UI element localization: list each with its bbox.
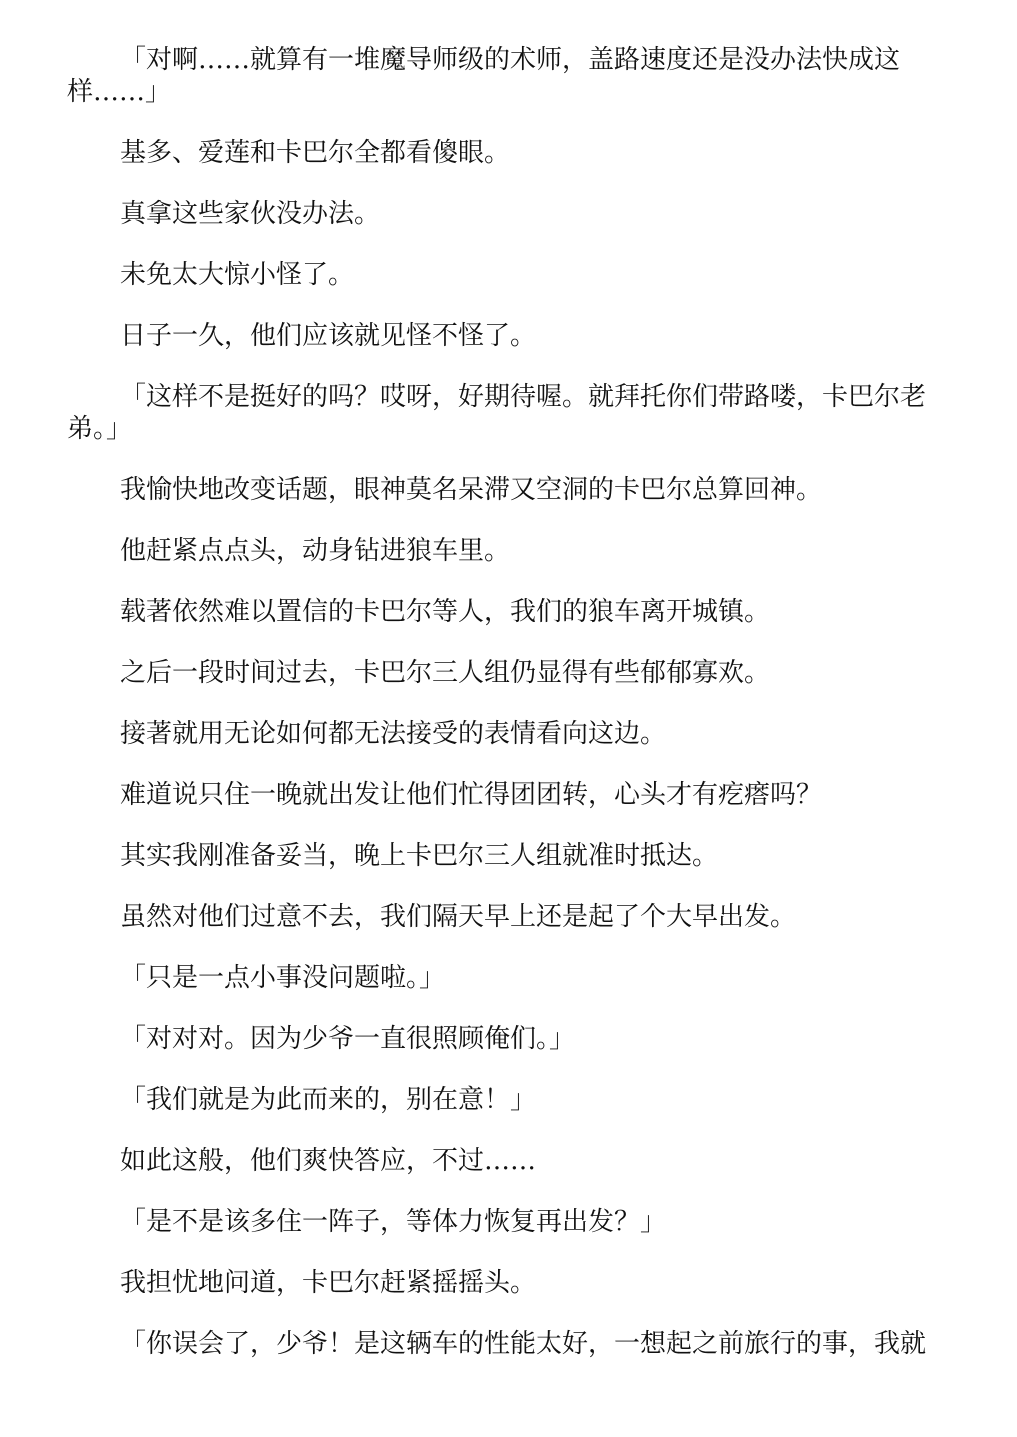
paragraph: 未免太大惊小怪了。	[120, 260, 355, 290]
paragraph: 我愉快地改变话题，眼神莫名呆滞又空洞的卡巴尔总算回神。	[120, 475, 823, 505]
paragraph: 真拿这些家伙没办法。	[120, 199, 381, 229]
paragraph: 载著依然难以置信的卡巴尔等人，我们的狼车离开城镇。	[120, 597, 771, 627]
paragraph: 他赶紧点点头，动身钻进狼车里。	[120, 536, 511, 566]
paragraph: 日子一久，他们应该就见怪不怪了。	[120, 321, 537, 351]
paragraph: 难道说只住一晚就出发让他们忙得团团转，心头才有疙瘩吗？	[120, 780, 823, 810]
paragraph: 虽然对他们过意不去，我们隔天早上还是起了个大早出发。	[120, 902, 797, 932]
paragraph: 「对对对。因为少爷一直很照顾俺们。」	[120, 1024, 576, 1054]
paragraph: 「是不是该多住一阵子，等体力恢复再出发？」	[120, 1207, 667, 1237]
paragraph: 其实我刚准备妥当，晚上卡巴尔三人组就准时抵达。	[120, 841, 719, 871]
paragraph: 如此这般，他们爽快答应，不过……	[120, 1146, 537, 1176]
paragraph: 基多、爱莲和卡巴尔全都看傻眼。	[120, 138, 511, 168]
paragraph: 接著就用无论如何都无法接受的表情看向这边。	[120, 719, 667, 749]
paragraph: 之后一段时间过去，卡巴尔三人组仍显得有些郁郁寡欢。	[120, 658, 771, 688]
paragraph: 「我们就是为此而来的，别在意！」	[120, 1085, 537, 1115]
text-body	[67, 44, 947, 1389]
paragraph: 「这样不是挺好的吗？哎呀，好期待喔。就拜托你们带路喽，卡巴尔老弟。」	[67, 382, 927, 444]
paragraph: 「只是一点小事没问题啦。」	[120, 963, 446, 993]
paragraph: 我担忧地问道，卡巴尔赶紧摇摇头。	[120, 1268, 537, 1298]
paragraph: 「对啊……就算有一堆魔导师级的术师，盖路速度还是没办法快成这样……」	[67, 45, 901, 107]
paragraph: 「你误会了，少爷！是这辆车的性能太好，一想起之前旅行的事，我就	[120, 1329, 927, 1359]
